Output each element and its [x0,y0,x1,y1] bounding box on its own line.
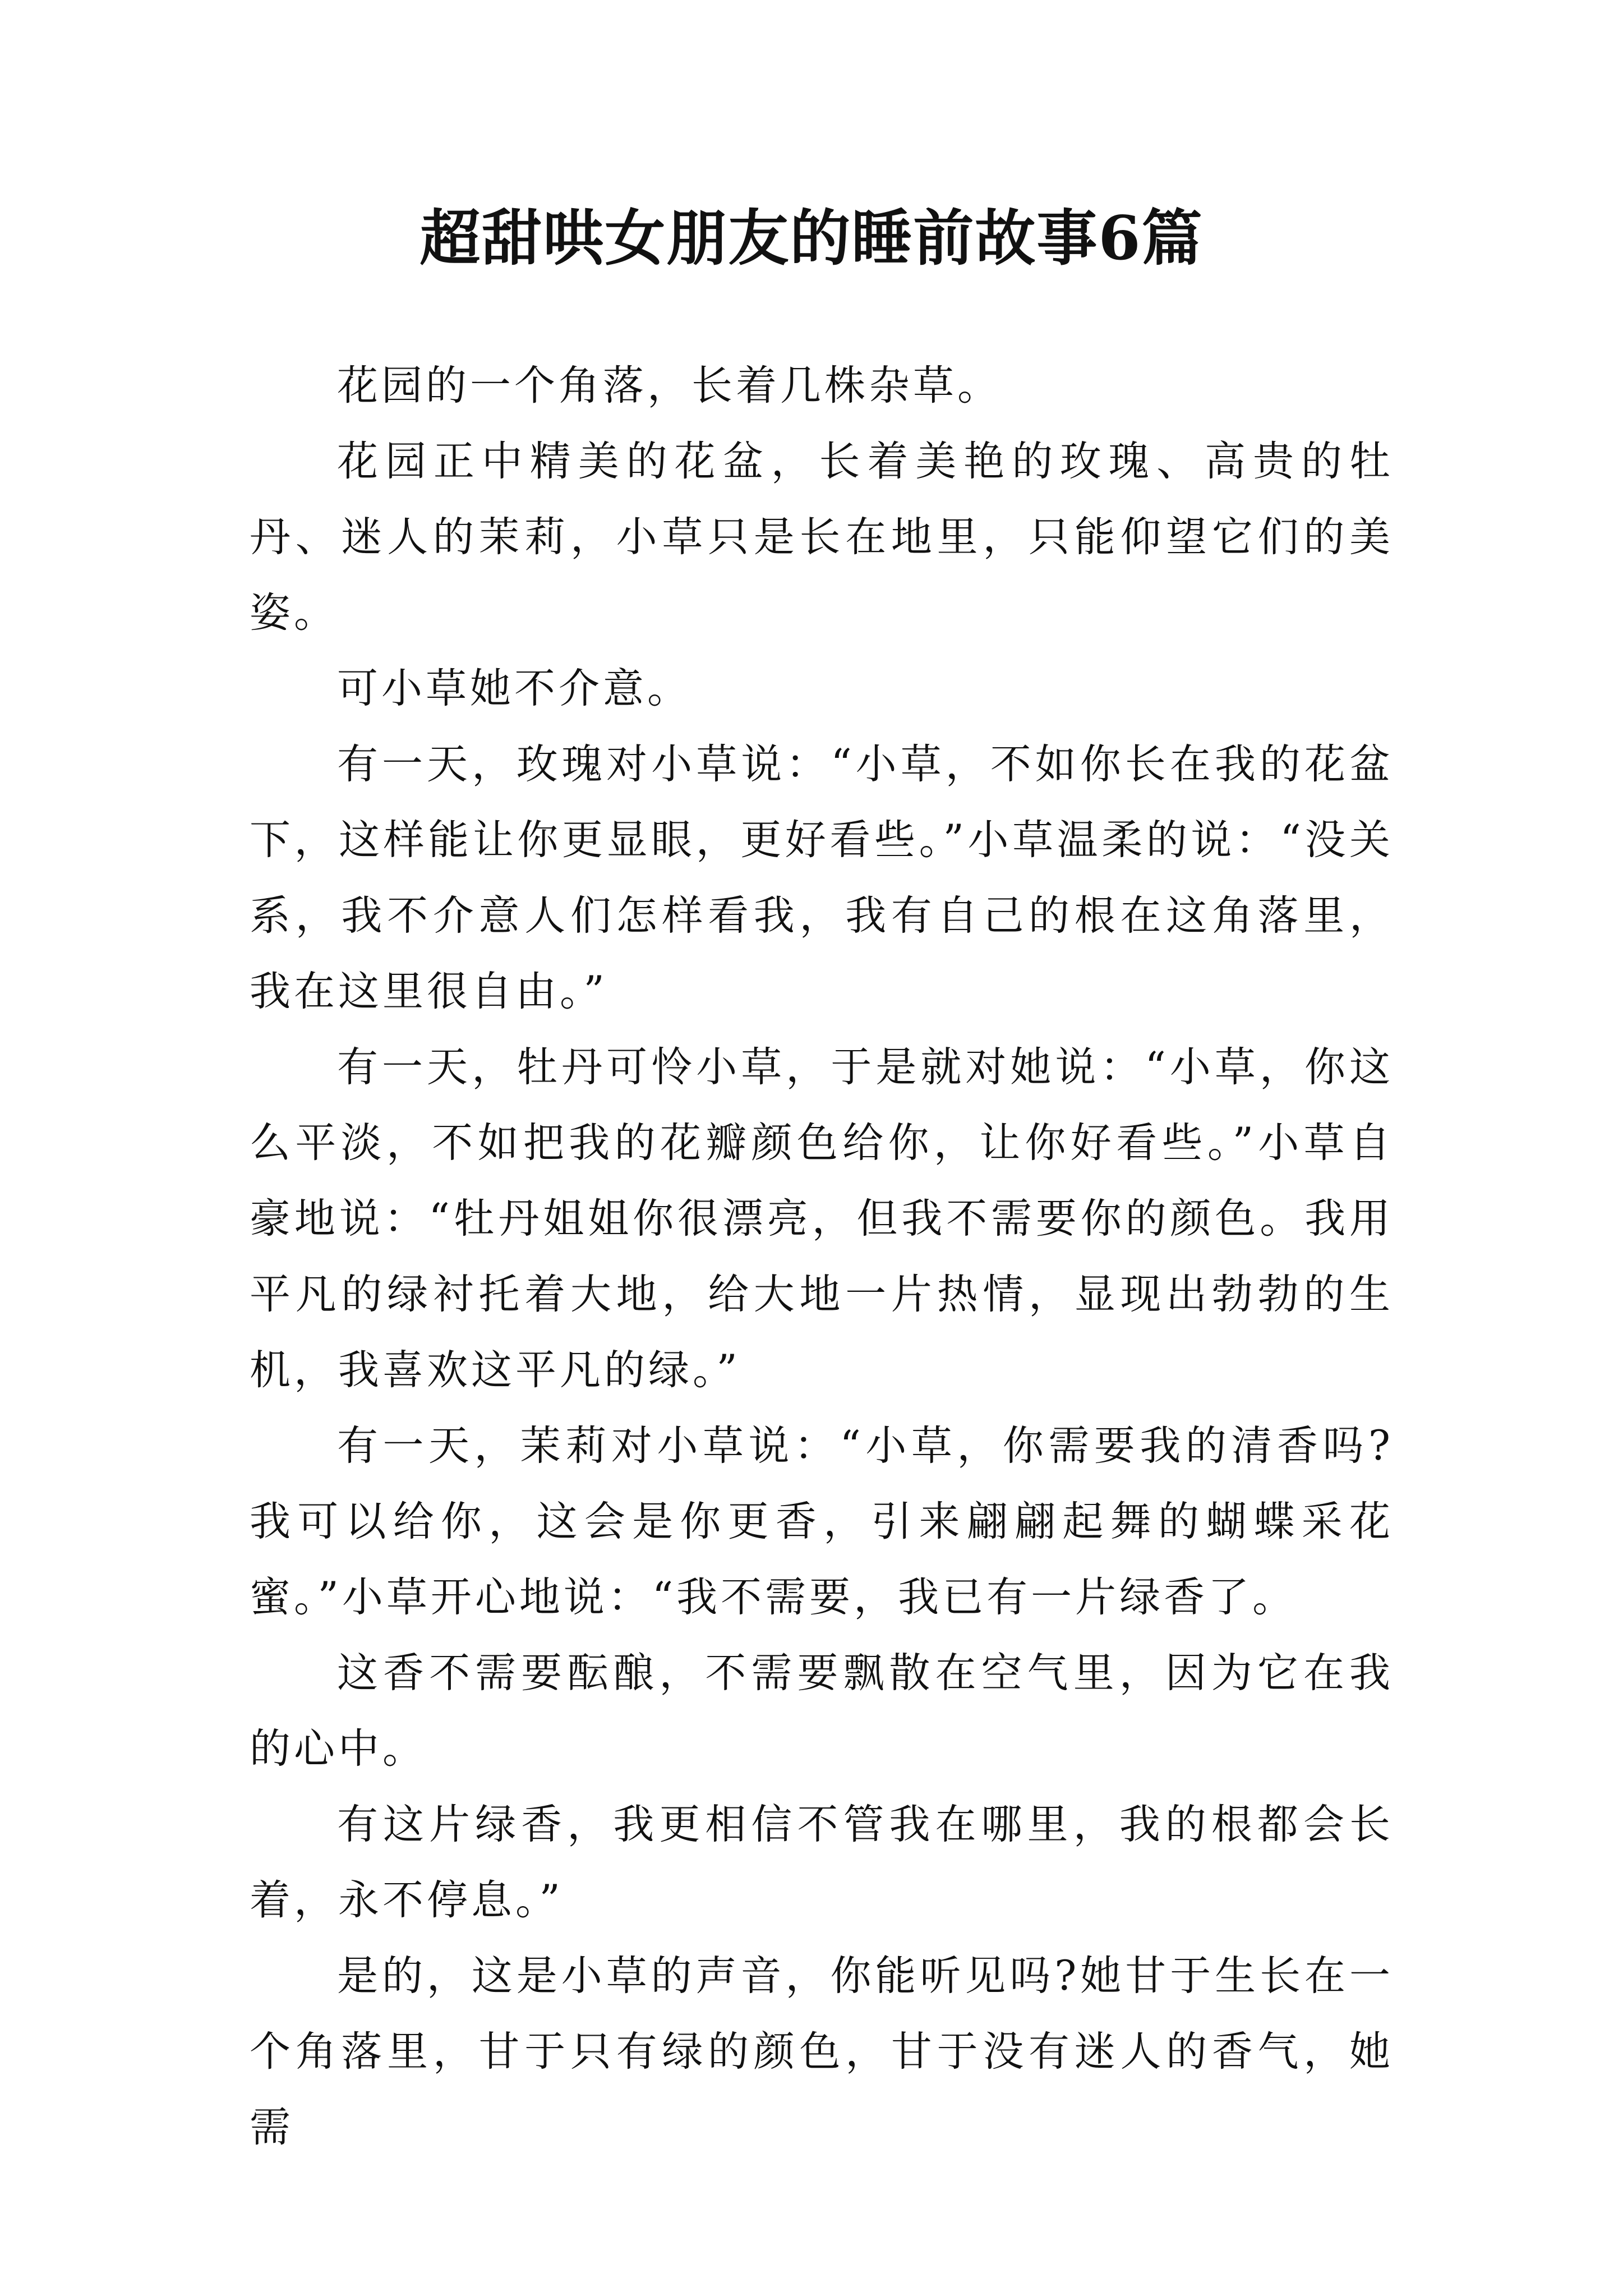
paragraph: 有一天，茉莉对小草说：“小草，你需要我的清香吗?我可以给你，这会是你更香，引来翩翩起舞的蝴蝶采花蜜。”小草开心地说：“我不需要，我已有一片绿香了。 [250,1422,1394,1621]
paragraph: 花园正中精美的花盆，长着美艳的玫瑰、高贵的牡丹、迷人的茉莉，小草只是长在地里，只能仰望它们的美姿。 [250,438,1394,637]
paragraph: 这香不需要酝酿，不需要飘散在空气里，因为它在我的心中。 [250,1649,1394,1773]
paragraph: 花园的一个角落，长着几株杂草。 [337,362,1002,409]
paragraph: 是的，这是小草的声音，你能听见吗?她甘于生长在一个角落里，甘于只有绿的颜色，甘于没有迷人的香气，她需 [250,1952,1394,2151]
paragraph: 可小草她不介意。 [337,665,691,712]
document-title: 超甜哄女朋友的睡前故事6篇 [419,203,1204,274]
paragraph: 有一天，牡丹可怜小草，于是就对她说：“小草，你这么平淡，不如把我的花瓣颜色给你，让你好看些。”小草自豪地说：“牡丹姐姐你很漂亮，但我不需要你的颜色。我用平凡的绿衬托着大地，给大地一片热情，显现出勃勃的生机，我喜欢这平凡的绿。” [250,1043,1394,1394]
document-body [250,348,1394,2165]
paragraph: 有这片绿香，我更相信不管我在哪里，我的根都会长着，永不停息。” [250,1801,1394,1924]
paragraph: 有一天，玫瑰对小草说：“小草，不如你长在我的花盆下，这样能让你更显眼，更好看些。”小草温柔的说：“没关系，我不介意人们怎样看我，我有自己的根在这角落里，我在这里很自由。” [250,740,1394,1015]
